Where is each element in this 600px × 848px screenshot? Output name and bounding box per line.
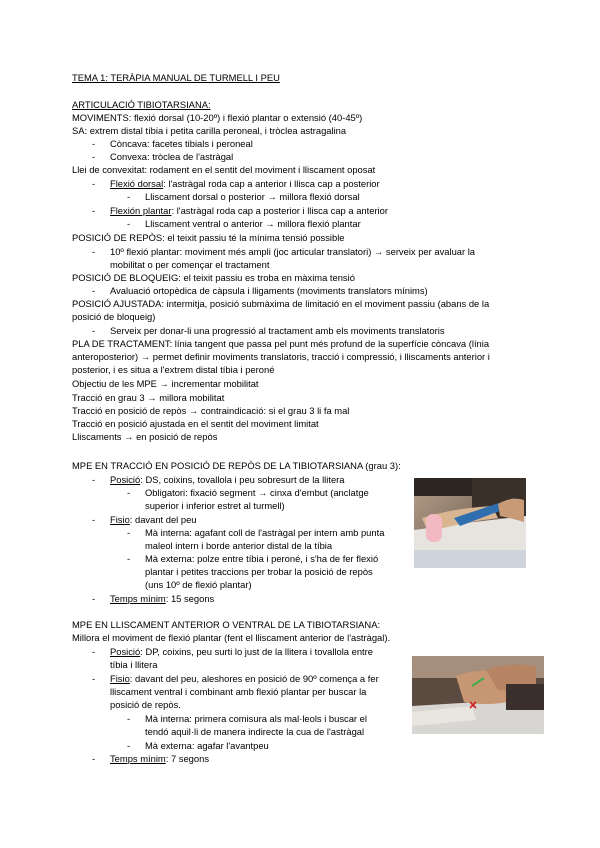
bullet-text: tendó aquil·li de manera indirecte la cua de l'astràgal (145, 726, 365, 737)
term-description: : davant del peu, aleshores en posició de 90º comença a fer (129, 673, 379, 684)
bullet-text (110, 752, 209, 765)
term-temps-minim: Temps mínim (110, 593, 166, 604)
bullet-text: Mà externa: polze entre tíbia i peroné, i s'ha de fer flexió (145, 553, 379, 564)
bullet-dash: - (92, 246, 96, 257)
bullet-text: (uns 10º de flexió plantar) (145, 579, 252, 590)
term-description: : davant del peu (129, 514, 197, 525)
text-line: MOVIMENTS: flexió dorsal (10-20º) i flexió plantar o extensió (40-45º) (72, 112, 363, 123)
bullet-text: 10º flexió plantar: moviment més ampli (joc articular translatori) → serveix per avaluar la (110, 246, 476, 257)
text-line: POSICIÓ DE BLOQUEIG: el teixit passiu es troba en màxima tensió (72, 272, 355, 283)
bullet-dash: - (127, 487, 131, 498)
text-line: Millora el moviment de flexió plantar (fent el lliscament anterior de l'astràgal). (72, 632, 391, 643)
text-line: Tracció en posició ajustada en el sentit del moviment limitat (72, 418, 319, 429)
bullet-text: mobilitat o per començar el tractament (110, 259, 270, 270)
bullet-text: Lliscament ventral o anterior → millora flexió plantar (145, 218, 361, 229)
text-line: POSICIÓ AJUSTADA: intermitja, posició submàxima de limitació en el moviment passiu (abans de la (72, 298, 490, 309)
term-description: : DP, coixins, peu surti lo just de la llitera i tovallola entre (140, 646, 373, 657)
term-posicio: Posició (110, 646, 141, 657)
bullet-dash: - (92, 325, 96, 336)
bullet-dash: - (127, 740, 131, 751)
bullet-text: Mà interna: agafant coll de l'astràgal per intern amb punta (145, 527, 385, 538)
bullet-dash: - (127, 191, 131, 202)
bullet-text: posició de repòs. (110, 699, 181, 710)
text-line: POSICIÓ DE REPÒS: el teixit passiu té la mínima tensió possible (72, 232, 345, 243)
bullet-text: Lliscament dorsal o posterior → millora flexió dorsal (145, 191, 360, 202)
bullet-dash: - (92, 151, 96, 162)
term-description: : l'astràgal roda cap a anterior i llisca cap a posterior (163, 178, 380, 189)
term-description: : 15 segons (165, 593, 215, 604)
bullet-dash: - (92, 593, 96, 604)
term-fisio: Fisio (110, 673, 130, 684)
section-heading-tibiotarsiana: ARTICULACIÓ TIBIOTARSIANA: (72, 99, 211, 110)
term-temps-minim: Temps mínim (110, 753, 166, 764)
term-description: : DS, coixins, tovallola i peu sobresurt de la llitera (140, 474, 345, 485)
bullet-dash: - (127, 527, 131, 538)
bullet-text: Obligatori: fixació segment → cinxa d'embut (anclatge (145, 487, 369, 498)
text-line: posterior, i es situa a l'extrem distal tíbia i peroné (72, 364, 275, 375)
bullet-text (110, 513, 197, 526)
bullet-dash: - (92, 646, 96, 657)
bullet-text: Serveix per donar-li una progressió al tractament amb els moviments translatoris (110, 325, 445, 336)
bullet-text: maleol intern i borde anterior distal de la tíbia (145, 540, 333, 551)
section-heading-lliscament: MPE EN LLISCAMENT ANTERIOR O VENTRAL DE LA TIBIOTARSIANA: (72, 619, 381, 630)
bullet-text: Còncava: facetes tibials i peroneal (110, 138, 253, 149)
bullet-text: lliscament ventral i combinant amb flexió plantar per buscar la (110, 686, 367, 697)
bullet-dash: - (92, 205, 96, 216)
text-line: Objectiu de les MPE → incrementar mobilitat (72, 378, 259, 389)
term-flexio-dorsal: Flexió dorsal (110, 178, 164, 189)
bullet-dash: - (127, 218, 131, 229)
bullet-dash: - (92, 285, 96, 296)
text-line: PLA DE TRACTAMENT: línia tangent que passa pel punt més profund de la superfície còncava (línia (72, 338, 490, 349)
traction-technique-photo (414, 478, 526, 568)
text-line: Tracció en grau 3 → millora mobilitat (72, 392, 225, 403)
document-title: TEMA 1: TERÀPIA MANUAL DE TURMELL I PEU (72, 72, 280, 83)
bullet-dash: - (92, 138, 96, 149)
bullet-text (110, 204, 388, 217)
bullet-dash: - (127, 713, 131, 724)
bullet-dash: - (92, 753, 96, 764)
term-posicio: Posició (110, 474, 141, 485)
bullet-text (110, 592, 214, 605)
text-line: posició de bloqueig) (72, 311, 156, 322)
text-line: Tracció en posició de repòs → contraindicació: si el grau 3 li fa mal (72, 405, 350, 416)
text-line: SA: extrem distal tíbia i petita carilla peroneal, i tròclea astragalina (72, 125, 347, 136)
anterior-glide-technique-photo (412, 656, 544, 734)
term-description: : 7 segons (165, 753, 210, 764)
bullet-text (110, 177, 380, 190)
bullet-text: Mà externa: agafar l'avantpeu (145, 740, 269, 751)
term-fisio: Fisio (110, 514, 130, 525)
bullet-dash: - (92, 514, 96, 525)
text-line: Llei de convexitat: rodament en el sentit del moviment i lliscament oposat (72, 164, 376, 175)
bullet-text: plantar i petites traccions per trobar la posició de repòs (145, 566, 373, 577)
bullet-text: tíbia i llitera (110, 659, 158, 670)
bullet-text: Mà interna: primera comisura als mal·leols i buscar el (145, 713, 367, 724)
bullet-text: Convexa: tròclea de l'astràgal (110, 151, 234, 162)
bullet-dash: - (92, 474, 96, 485)
bullet-text (110, 645, 373, 658)
bullet-text: Avaluació ortopèdica de càpsula i lligaments (moviments translators mínims) (110, 285, 428, 296)
text-line: anteroposterior) → permet definir moviments translatoris, tracció i compressió, i lliscaments anterior i (72, 351, 490, 362)
bullet-dash: - (127, 553, 131, 564)
text-line: Lliscaments → en posició de repòs (72, 431, 218, 442)
bullet-dash: - (92, 673, 96, 684)
section-heading-traccio: MPE EN TRACCIÓ EN POSICIÓ DE REPÒS DE LA TIBIOTARSIANA (grau 3): (72, 460, 401, 471)
term-flexion-plantar: Flexión plantar (110, 205, 172, 216)
bullet-text: superior i inferior estret al turmell) (145, 500, 285, 511)
bullet-text (110, 473, 345, 486)
bullet-dash: - (92, 178, 96, 189)
term-description: : l'astràgal roda cap a posterior i llisca cap a anterior (171, 205, 388, 216)
bullet-text (110, 672, 379, 685)
